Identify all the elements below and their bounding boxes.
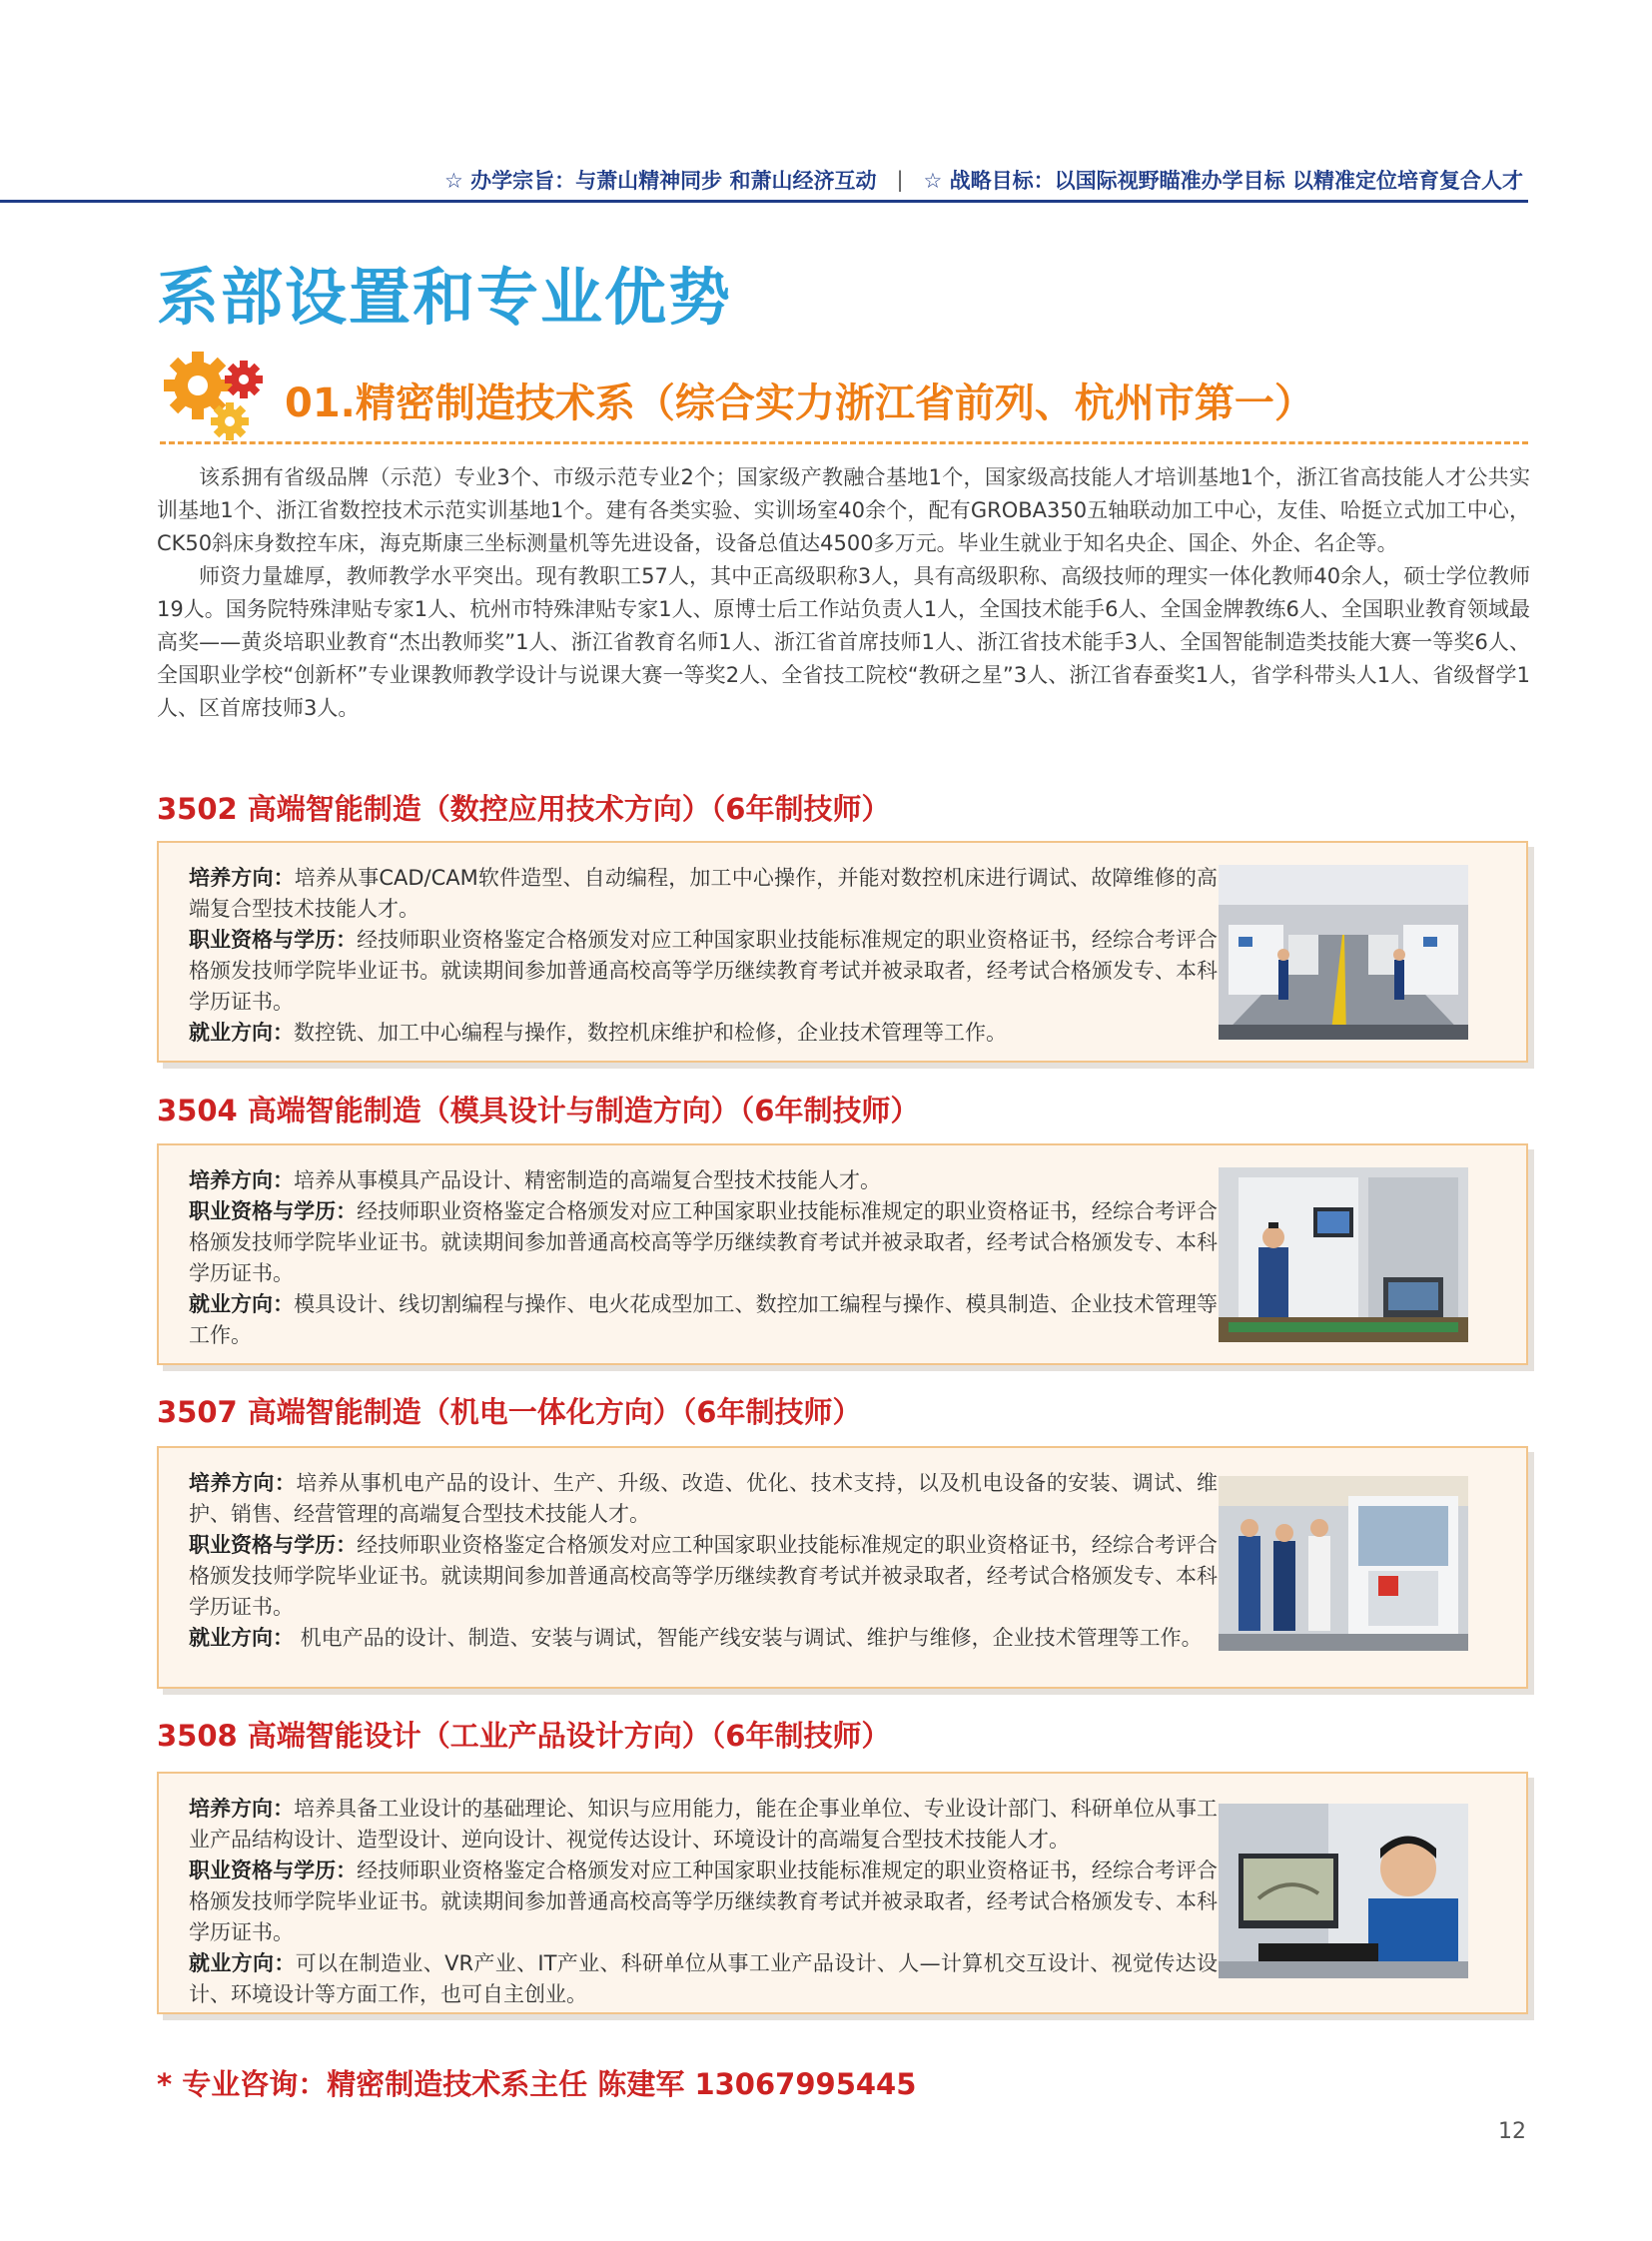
header-separator: | (896, 168, 904, 192)
item-label: 职业资格与学历： (189, 928, 358, 952)
header-divider (0, 200, 1528, 203)
header-right-motto: ☆ 战略目标：以国际视野瞄准办学目标 以精准定位培育复合人才 (923, 169, 1523, 193)
consult-contact: * 专业咨询：精密制造技术系主任 陈建军 13067995445 (157, 2067, 917, 2101)
item-label: 培养方向： (189, 866, 295, 890)
item-label: 职业资格与学历： (189, 1533, 358, 1557)
major-title: 3507 高端智能制造（机电一体化方向）（6年制技师） (157, 1395, 862, 1429)
mold-machining-photo (1219, 1167, 1468, 1342)
major-card (157, 841, 1528, 1063)
item-text: 经技师职业资格鉴定合格颁发对应工种国家职业技能标准规定的职业资格证书，经综合考评合格颁发技师学院毕业证书。就读期间参加普通高校高等学历继续教育考试并被录取者，经考试合格颁发专、本科学历证书。 (189, 1859, 1219, 1944)
item-text: 经技师职业资格鉴定合格颁发对应工种国家职业技能标准规定的职业资格证书，经综合考评合格颁发技师学院毕业证书。就读期间参加普通高校高等学历继续教育考试并被录取者，经考试合格颁发专、本科学历证书。 (189, 1533, 1219, 1619)
major-card (157, 1772, 1528, 2014)
item-text: 经技师职业资格鉴定合格颁发对应工种国家职业技能标准规定的职业资格证书，经综合考评合格颁发技师学院毕业证书。就读期间参加普通高校高等学历继续教育考试并被录取者，经考试合格颁发专、本科学历证书。 (189, 1199, 1219, 1285)
major-card-text (189, 863, 1218, 1049)
header-mottos (0, 160, 1528, 200)
item-label: 职业资格与学历： (189, 1859, 358, 1882)
cnc-workshop-photo (1219, 865, 1468, 1040)
design-student-photo (1219, 1804, 1468, 1978)
mechatronics-lab-photo (1219, 1476, 1468, 1651)
item-label: 培养方向： (189, 1168, 294, 1192)
intro-paragraph: 师资力量雄厚，教师教学水平突出。现有教职工57人，其中正高级职称3人，具有高级职称、高级技师的理实一体化教师40余人，硕士学位教师19人。国务院特殊津贴专家1人、杭州市特殊津贴专家1人、原博士后工作站负责人1人，全国技术能手6人、全国金牌教练6人、全国职业教育领域最高奖——黄炎培职业教育“杰出教师奖”1人、浙江省教育名师1人、浙江省首席技师1人、浙江省技术能手3人、全国智能制造类技能大赛一等奖6人、全国职业学校“创新杯”专业课教师教学设计与说课大赛一等奖2人、全省技工院校“教研之星”3人、浙江省春蚕奖1人，省学科带头人1人、省级督学1人、区首席技师3人。 (157, 564, 1530, 720)
item-label: 就业方向： (189, 1292, 295, 1316)
major-card (157, 1446, 1528, 1689)
item-text: 机电产品的设计、制造、安装与调试，智能产线安装与调试、维护与维修，企业技术管理等工作。 (294, 1626, 1203, 1650)
item-text: 培养从事机电产品的设计、生产、升级、改造、优化、技术支持，以及机电设备的安装、调试、维护、销售、经营管理的高端复合型技术技能人才。 (189, 1471, 1218, 1526)
item-label: 就业方向： (189, 1021, 294, 1045)
item-label: 就业方向： (189, 1951, 296, 1975)
major-title: 3502 高端智能制造（数控应用技术方向）（6年制技师） (157, 792, 891, 826)
major-card-text (189, 1794, 1218, 2010)
major-card-text (189, 1468, 1218, 1654)
major-card-text (189, 1165, 1218, 1351)
item-text: 可以在制造业、VR产业、IT产业、科研单位从事工业产品设计、人—计算机交互设计、视觉传达设计、环境设计等方面工作，也可自主创业。 (189, 1951, 1219, 2006)
page-number: 12 (1498, 2119, 1526, 2144)
major-title: 3504 高端智能制造（模具设计与制造方向）（6年制技师） (157, 1094, 920, 1127)
item-text: 培养从事模具产品设计、精密制造的高端复合型技术技能人才。 (294, 1168, 881, 1192)
major-card (157, 1143, 1528, 1365)
item-text: 数控铣、加工中心编程与操作，数控机床维护和检修，企业技术管理等工作。 (294, 1021, 1007, 1045)
header-left-motto: ☆ 办学宗旨：与萧山精神同步 和萧山经济互动 (444, 169, 877, 193)
intro-paragraph: 该系拥有省级品牌（示范）专业3个、市级示范专业2个；国家级产教融合基地1个，国家级高技能人才培训基地1个，浙江省高技能人才公共实训基地1个、浙江省数控技术示范实训基地1个。建有各类实验、实训场室40余个，配有GROBA350五轴联动加工中心，友佳、哈挺立式加工中心，CK50斜床身数控车床，海克斯康三坐标测量机等先进设备，设备总值达4500多万元。毕业生就业于知名央企、国企、外企、名企等。 (157, 465, 1530, 555)
department-title: 01.精密制造技术系（综合实力浙江省前列、杭州市第一） (285, 380, 1314, 426)
item-label: 就业方向： (189, 1626, 294, 1650)
item-text: 培养具备工业设计的基础理论、知识与应用能力，能在企事业单位、专业设计部门、科研单位从事工业产品结构设计、造型设计、逆向设计、视觉传达设计、环境设计的高端复合型技术技能人才。 (189, 1797, 1219, 1852)
major-title: 3508 高端智能设计（工业产品设计方向）（6年制技师） (157, 1719, 891, 1753)
item-label: 培养方向： (189, 1471, 297, 1495)
gears-icon (160, 348, 270, 447)
item-label: 职业资格与学历： (189, 1199, 358, 1223)
item-label: 培养方向： (189, 1797, 295, 1821)
page-title: 系部设置和专业优势 (157, 261, 733, 334)
item-text: 培养从事CAD/CAM软件造型、自动编程，加工中心操作，并能对数控机床进行调试、故障维修的高端复合型技术技能人才。 (189, 866, 1218, 921)
item-text: 经技师职业资格鉴定合格颁发对应工种国家职业技能标准规定的职业资格证书，经综合考评合格颁发技师学院毕业证书。就读期间参加普通高校高等学历继续教育考试并被录取者，经考试合格颁发专、本科学历证书。 (189, 928, 1219, 1014)
item-text: 模具设计、线切割编程与操作、电火花成型加工、数控加工编程与操作、模具制造、企业技术管理等工作。 (189, 1292, 1219, 1347)
department-intro (157, 461, 1530, 725)
dashed-divider (160, 441, 1528, 444)
